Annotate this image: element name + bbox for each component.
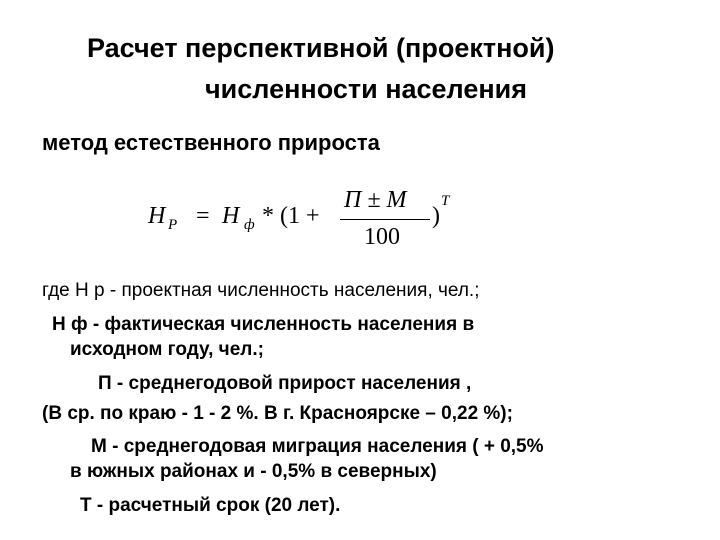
population-formula xyxy=(148,183,468,255)
formula-numerator: П ± M xyxy=(344,187,407,213)
formula-lhs-subscript: P xyxy=(168,217,178,233)
definition-hp: где Н р - проектная численность населения, чел.; xyxy=(42,280,480,301)
formula-lhs-symbol: H xyxy=(148,203,166,229)
formula-open: * (1 + xyxy=(262,203,320,229)
definition-m: М - среднегодовая миграция населения ( + 0,5% xyxy=(91,436,544,457)
formula-denominator: 100 xyxy=(364,224,400,250)
definition-p-note: (В ср. по краю - 1 - 2 %. В г. Красноярске – 0,22 %); xyxy=(42,403,513,424)
title-line-2: численности населения xyxy=(205,74,528,104)
fraction-bar xyxy=(340,219,430,220)
formula-rhs-subscript: ф xyxy=(244,217,255,233)
definition-t: Т - расчетный срок (20 лет). xyxy=(80,495,341,516)
definition-hf-cont: исходном году, чел.; xyxy=(70,339,264,360)
definition-hf: Н ф - фактическая численность населения в xyxy=(52,314,475,335)
formula-close: ) xyxy=(432,203,440,229)
method-subtitle: метод естественного прироста xyxy=(42,130,380,155)
definition-p: П - среднегодовой прирост населения , xyxy=(98,373,472,394)
formula-equals: = xyxy=(196,203,210,229)
formula-rhs-symbol: H xyxy=(222,203,240,229)
formula-exponent: T xyxy=(441,193,450,209)
title-line-1: Расчет перспективной (проектной) xyxy=(87,33,555,63)
definition-m-cont: в южных районах и - 0,5% в северных) xyxy=(70,461,437,482)
